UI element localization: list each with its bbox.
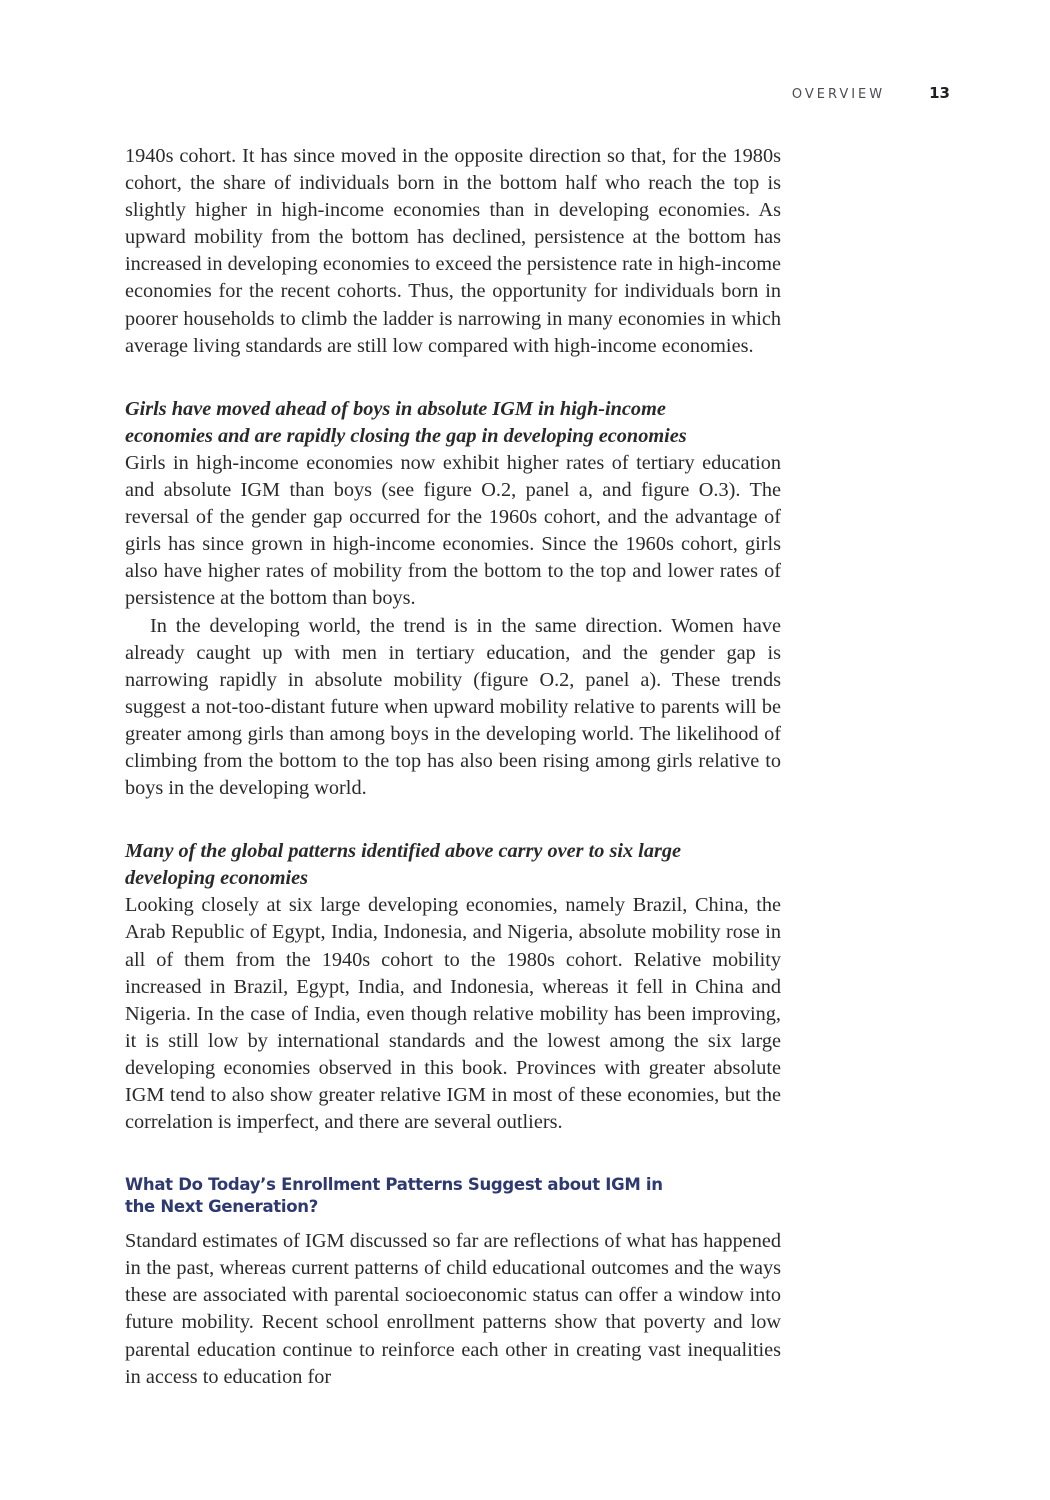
subheading-girls-ahead: Girls have moved ahead of boys in absolute IGM in high-income economies and are rapidly closing the gap in developing economies	[125, 397, 687, 447]
section-heading-enrollment: What Do Today’s Enrollment Patterns Suggest about IGM in the Next Generation?	[125, 1175, 663, 1217]
subheading-six-economies: Many of the global patterns identified above carry over to six large developing economies	[125, 840, 681, 890]
paragraph-continuation: 1940s cohort. It has since moved in the opposite direction so that, for the 1980s cohort, the share of individuals born in the bottom half who reach the top is slightly higher in high-income economies than in developing economies. As upward mobility from the bottom has declined, persistence at the bottom has increased in developing economies to exceed the persistence rate in high-income economies for the recent cohorts. Thus, the opportunity for individuals born in poorer households to climb the ladder is narrowing in many economies in which average living standards are still low compared with high-income economies.	[125, 145, 781, 357]
paragraph-girls-high-income: Girls in high-income economies now exhibit higher rates of tertiary education and absolute IGM than boys (see figure O.2, panel a, and figure O.3). The reversal of the gender gap occurred for the 1960s cohort, and the advantage of girls has since grown in high-income economies. Since the 1960s cohort, girls also have higher rates of mobility from the bottom to the top and lower rates of persistence at the bottom than boys.	[125, 451, 781, 610]
paragraph-enrollment: Standard estimates of IGM discussed so far are reflections of what has happened in the past, whereas current patterns of child educational outcomes and the ways these are associated with parental socioeconomic status can offer a window into future mobility. Recent school enrollment patterns show that poverty and low parental education continue to reinforce each other in creating vast inequalities in access to education for	[125, 1230, 781, 1388]
paragraph-six-economies: Looking closely at six large developing economies, namely Brazil, China, the Arab Republic of Egypt, India, Indonesia, and Nigeria, absolute mobility rose in all of them from the 1940s cohort to the 1980s cohort. Relative mobility increased in Brazil, Egypt, India, and Indonesia, whereas it fell in China and Nigeria. In the case of India, even though relative mobility has been improving, it is still low by international standards and the lowest among the six large developing economies observed in this book. Provinces with greater absolute IGM tend to also show greater relative IGM in most of these economies, but the correlation is imperfect, and there are several outliers.	[125, 894, 781, 1134]
running-head-label: OVERVIEW	[791, 87, 886, 102]
body-text	[125, 143, 781, 1391]
page-number: 13	[929, 84, 950, 102]
running-head	[792, 84, 950, 102]
paragraph-developing-world: In the developing world, the trend is in the same direction. Women have already caught up with men in tertiary education, and the gender gap is narrowing rapidly in absolute mobility (figure O.2, panel a). These trends suggest a not-too-distant future when upward mobility relative to parents will be greater among girls than among boys in the developing world. The likelihood of climbing from the bottom to the top has also been rising among girls relative to boys in the developing world.	[125, 614, 781, 800]
